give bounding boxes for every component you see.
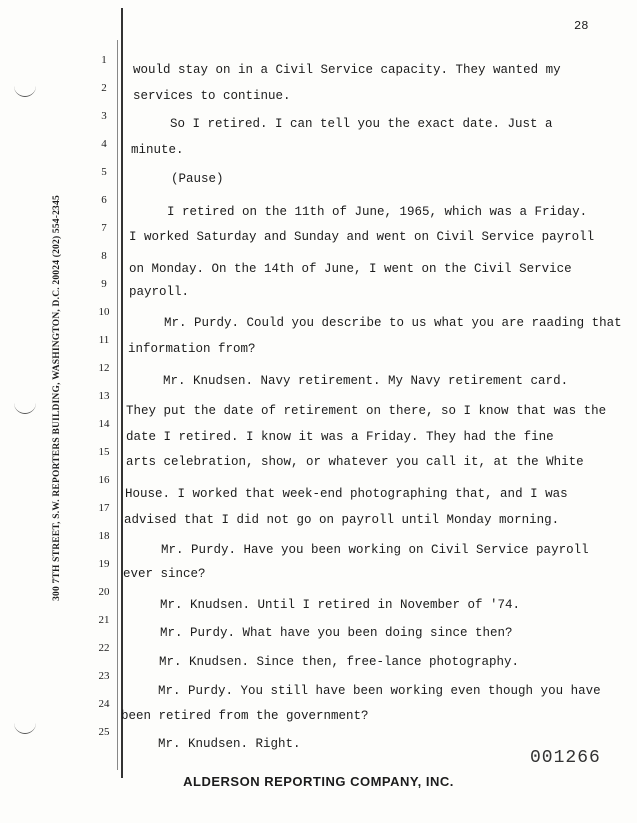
line-number: 22 <box>98 642 110 654</box>
line-number: 11 <box>98 334 110 346</box>
line-number: 15 <box>98 446 110 458</box>
transcript-line: They put the date of retirement on there, so I know that was the <box>126 404 607 418</box>
line-number: 4 <box>101 138 107 150</box>
line-number: 21 <box>98 614 110 626</box>
transcript-line: I retired on the 11th of June, 1965, which was a Friday. <box>167 205 588 219</box>
line-number: 24 <box>98 698 110 710</box>
transcript-line: Mr. Purdy. What have you been doing since then? <box>160 626 513 640</box>
line-number: 19 <box>98 558 110 570</box>
transcript-line: arts celebration, show, or whatever you call it, at the White <box>126 455 584 469</box>
transcript-line: payroll. <box>129 285 190 299</box>
transcript-line: date I retired. I know it was a Friday. They had the fine <box>126 430 554 444</box>
line-number: 1 <box>101 54 107 66</box>
line-number: 9 <box>101 278 107 290</box>
transcript-line: Mr. Knudsen. Since then, free-lance photography. <box>159 655 520 669</box>
transcript-line: I worked Saturday and Sunday and went on Civil Service payroll <box>129 230 595 244</box>
line-number: 23 <box>98 670 110 682</box>
line-number: 17 <box>98 502 110 514</box>
line-number: 12 <box>98 362 110 374</box>
transcript-line: Mr. Knudsen. Right. <box>158 737 301 751</box>
line-number: 8 <box>101 250 107 262</box>
transcript-line: advised that I did not go on payroll until Monday morning. <box>124 513 560 527</box>
page-number: 28 <box>574 19 589 33</box>
transcript-line: would stay on in a Civil Service capacity. They wanted my <box>133 63 561 77</box>
line-number: 13 <box>98 390 110 402</box>
transcript-line: Mr. Purdy. Have you been working on Civil Service payroll <box>161 543 589 557</box>
line-number: 2 <box>101 82 107 94</box>
punch-hole-mark <box>14 723 36 734</box>
line-number: 6 <box>101 194 107 206</box>
transcript-line: Mr. Purdy. Could you describe to us what you are raading that <box>164 316 622 330</box>
transcript-line: been retired from the government? <box>121 709 369 723</box>
transcript-line: House. I worked that week-end photographing that, and I was <box>125 487 568 501</box>
transcript-line: services to continue. <box>133 89 291 103</box>
line-number: 25 <box>98 726 110 738</box>
line-number: 3 <box>101 110 107 122</box>
punch-hole-mark <box>14 403 36 414</box>
transcript-line: So I retired. I can tell you the exact date. Just a <box>170 117 553 131</box>
transcript-line: ever since? <box>123 567 206 581</box>
line-number: 16 <box>98 474 110 486</box>
transcript-line: minute. <box>131 143 184 157</box>
line-number: 5 <box>101 166 107 178</box>
line-number: 7 <box>101 222 107 234</box>
transcript-line: Mr. Purdy. You still have been working even though you have <box>158 684 601 698</box>
line-number: 18 <box>98 530 110 542</box>
transcript-line: information from? <box>128 342 256 356</box>
transcript-line: Mr. Knudsen. Navy retirement. My Navy retirement card. <box>163 374 569 388</box>
line-number: 10 <box>98 306 110 318</box>
transcript-line: on Monday. On the 14th of June, I went on the Civil Service <box>129 262 572 276</box>
line-number: 14 <box>98 418 110 430</box>
bates-number: 001266 <box>530 748 601 768</box>
left-margin-rule-inner <box>117 40 118 770</box>
left-margin-rule <box>121 8 123 778</box>
punch-hole-mark <box>14 86 36 97</box>
reporter-address: 300 7TH STREET, S.W. REPORTERS BUILDING, WASHINGTON, D.C. 20024 (202) 554-2345 <box>52 195 62 601</box>
transcript-line: Mr. Knudsen. Until I retired in November of '74. <box>160 598 521 612</box>
reporting-company-footer: ALDERSON REPORTING COMPANY, INC. <box>183 774 454 789</box>
line-number: 20 <box>98 586 110 598</box>
transcript-line: (Pause) <box>171 172 224 186</box>
